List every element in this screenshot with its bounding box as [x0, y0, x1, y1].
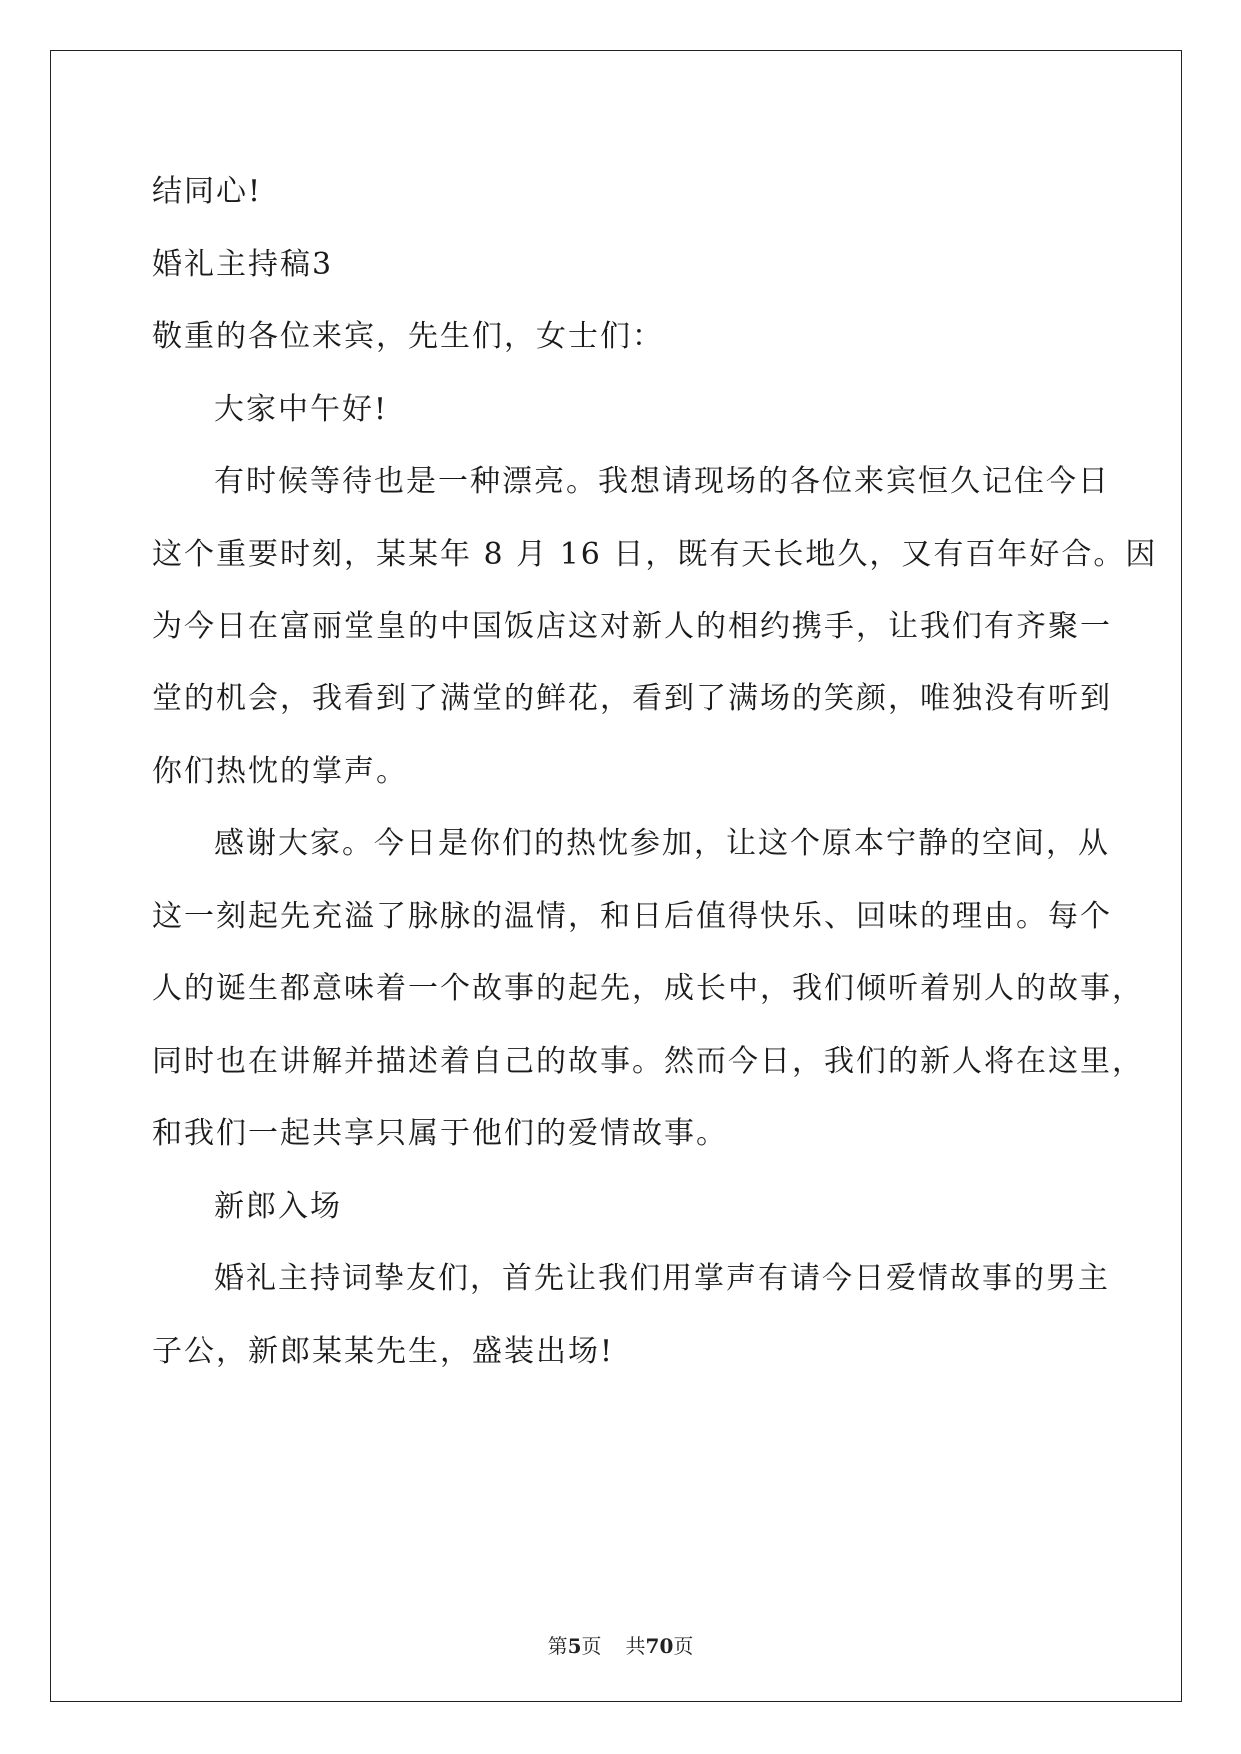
total-suffix: 页 — [673, 1634, 694, 1658]
text-line: 感谢大家。今日是你们的热忱参加，让这个原本宁静的空间，从 — [214, 826, 1110, 861]
total-prefix: 共 — [625, 1634, 646, 1658]
salutation: 敬重的各位来宾，先生们，女士们： — [152, 319, 664, 354]
page-footer — [0, 1630, 1241, 1659]
text-line: 婚礼主持词挚友们，首先让我们用掌声有请今日爱情故事的男主 — [214, 1261, 1110, 1296]
text-line: 这个重要时刻，某某年 8 月 16 日，既有天长地久，又有百年好合。因 — [152, 537, 1158, 572]
page-border — [50, 50, 1182, 1702]
text-line: 同时也在讲解并描述着自己的故事。然而今日，我们的新人将在这里， — [152, 1044, 1144, 1079]
page-suffix: 页 — [581, 1634, 602, 1658]
text-line: 子公，新郎某某先生，盛装出场! — [152, 1334, 615, 1369]
section-heading: 婚礼主持稿3 — [152, 247, 334, 282]
text-line: 堂的机会，我看到了满堂的鲜花，看到了满场的笑颜，唯独没有听到 — [152, 681, 1112, 716]
section-subheading: 新郎入场 — [214, 1189, 342, 1224]
text-line: 和我们一起共享只属于他们的爱情故事。 — [152, 1116, 728, 1151]
text-line: 大家中午好! — [214, 392, 389, 427]
text-line: 为今日在富丽堂皇的中国饭店这对新人的相约携手，让我们有齐聚一 — [152, 609, 1112, 644]
text-line: 人的诞生都意味着一个故事的起先，成长中，我们倾听着别人的故事， — [152, 971, 1144, 1006]
page-prefix: 第 — [547, 1634, 568, 1658]
total-pages: 70 — [645, 1634, 674, 1658]
text-line: 你们热忱的掌声。 — [152, 754, 408, 789]
text-line: 有时候等待也是一种漂亮。我想请现场的各位来宾恒久记住今日 — [214, 464, 1110, 499]
text-line: 结同心! — [152, 174, 263, 209]
page-number: 5 — [567, 1634, 582, 1658]
text-line: 这一刻起先充溢了脉脉的温情，和日后值得快乐、回味的理由。每个 — [152, 899, 1112, 934]
